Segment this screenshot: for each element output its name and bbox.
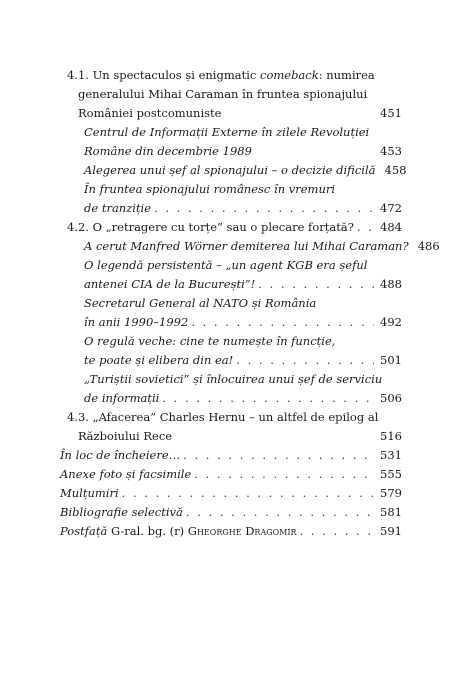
toc-entry xyxy=(60,465,402,484)
toc-page-number: 486 xyxy=(417,239,440,253)
dot-leader xyxy=(122,484,374,503)
toc-entry xyxy=(60,408,402,446)
toc-entry xyxy=(60,66,402,123)
toc-page-number: 453 xyxy=(380,144,402,158)
toc-entry-text: O regulă veche: cine te numește în funcție, xyxy=(84,334,336,348)
toc-page-number: 506 xyxy=(380,391,402,405)
toc-entry xyxy=(60,446,402,465)
toc-entry-text: României postcomuniste xyxy=(78,106,222,120)
dot-leader xyxy=(191,313,374,332)
toc-entry xyxy=(60,503,402,522)
toc-entry-text: A cerut Manfred Wörner demiterea lui Mihai Caraman? xyxy=(84,239,409,253)
toc-page-number: 555 xyxy=(380,467,402,481)
toc-entry-text: Secretarul General al NATO și România xyxy=(84,296,317,310)
toc-entry xyxy=(60,294,402,332)
toc-entry-text: Gheorghe Dragomir xyxy=(187,524,297,538)
dot-leader xyxy=(183,446,374,465)
dot-leader xyxy=(162,389,374,408)
toc-entry-text: : numirea xyxy=(318,68,375,82)
toc-page-number: 488 xyxy=(380,277,402,291)
toc-entry-text: te poate și elibera din ea! xyxy=(84,353,234,367)
toc-entry-text: Războiului Rece xyxy=(78,429,173,443)
toc-entry-text: Bibliografie selectivă xyxy=(60,505,183,519)
dot-leader xyxy=(300,522,374,541)
toc-entry xyxy=(60,161,407,180)
toc-page-number: 581 xyxy=(380,505,402,519)
toc-entry xyxy=(60,522,402,541)
toc-entry-text: în anii 1990–1992 xyxy=(84,315,189,329)
toc-entry-number: 4.3. xyxy=(67,410,89,424)
toc-entry-text: O legendă persistentă – „un agent KGB era șeful xyxy=(84,258,368,272)
toc-entry xyxy=(60,123,402,161)
toc-page-number: 458 xyxy=(384,163,407,177)
toc-entry-number: 4.2. xyxy=(67,220,89,234)
toc-entry-text: Române din decembrie 1989 xyxy=(84,144,252,158)
toc-entry-text: G-ral. bg. (r) xyxy=(107,524,188,538)
toc-entry-text: În fruntea spionajului românesc în vremuri xyxy=(84,182,336,196)
toc-entry xyxy=(60,237,440,256)
toc-entry xyxy=(60,180,402,218)
table-of-contents xyxy=(60,66,440,541)
toc-entry-text: comeback xyxy=(260,68,319,82)
toc-entry-text: „Afacerea” Charles Hernu – un altfel de epilog al xyxy=(92,410,379,424)
toc-entry-text: Anexe foto și facsimile xyxy=(60,467,192,481)
toc-entry xyxy=(60,370,402,408)
toc-entry xyxy=(60,218,402,237)
toc-page-number: 516 xyxy=(380,429,402,443)
toc-page-number: 451 xyxy=(380,106,402,120)
toc-entry-text: Postfață xyxy=(60,524,108,538)
dot-leader xyxy=(194,465,374,484)
toc-page-number: 492 xyxy=(380,315,402,329)
toc-entry-text: În loc de încheiere… xyxy=(60,448,181,462)
toc-entry xyxy=(60,256,402,294)
toc-entry-text: O „retragere cu torțe” sau o plecare forțată? xyxy=(92,220,354,234)
dot-leader xyxy=(154,199,374,218)
toc-entry-text: Centrul de Informații Externe în zilele Revoluției xyxy=(84,125,370,139)
toc-page-number: 531 xyxy=(380,448,402,462)
dot-leader xyxy=(258,275,374,294)
toc-entry-number: 4.1. xyxy=(67,68,89,82)
toc-entry xyxy=(60,484,402,503)
toc-entry-text: generalului Mihai Caraman în fruntea spionajului xyxy=(78,87,368,101)
toc-page-number: 484 xyxy=(380,220,402,234)
toc-page-number: 472 xyxy=(380,201,402,215)
toc-entry-text: antenei CIA de la București”! xyxy=(84,277,256,291)
toc-entry-text: de informații xyxy=(84,391,160,405)
toc-entry-text: Mulțumiri xyxy=(60,486,119,500)
toc-page-number: 579 xyxy=(380,486,402,500)
toc-entry xyxy=(60,332,402,370)
dot-leader xyxy=(357,218,374,237)
toc-page-number: 501 xyxy=(380,353,402,367)
dot-leader xyxy=(236,351,374,370)
toc-page-number: 591 xyxy=(380,524,402,538)
toc-entry-text: de tranziție xyxy=(84,201,152,215)
dot-leader xyxy=(186,503,374,522)
toc-entry-text: Alegerea unui șef al spionajului – o decizie dificilă xyxy=(84,163,376,177)
toc-entry-text: „Turiștii sovietici” și înlocuirea unui șef de serviciu xyxy=(84,372,383,386)
toc-entry-text: Un spectaculos și enigmatic xyxy=(92,68,260,82)
